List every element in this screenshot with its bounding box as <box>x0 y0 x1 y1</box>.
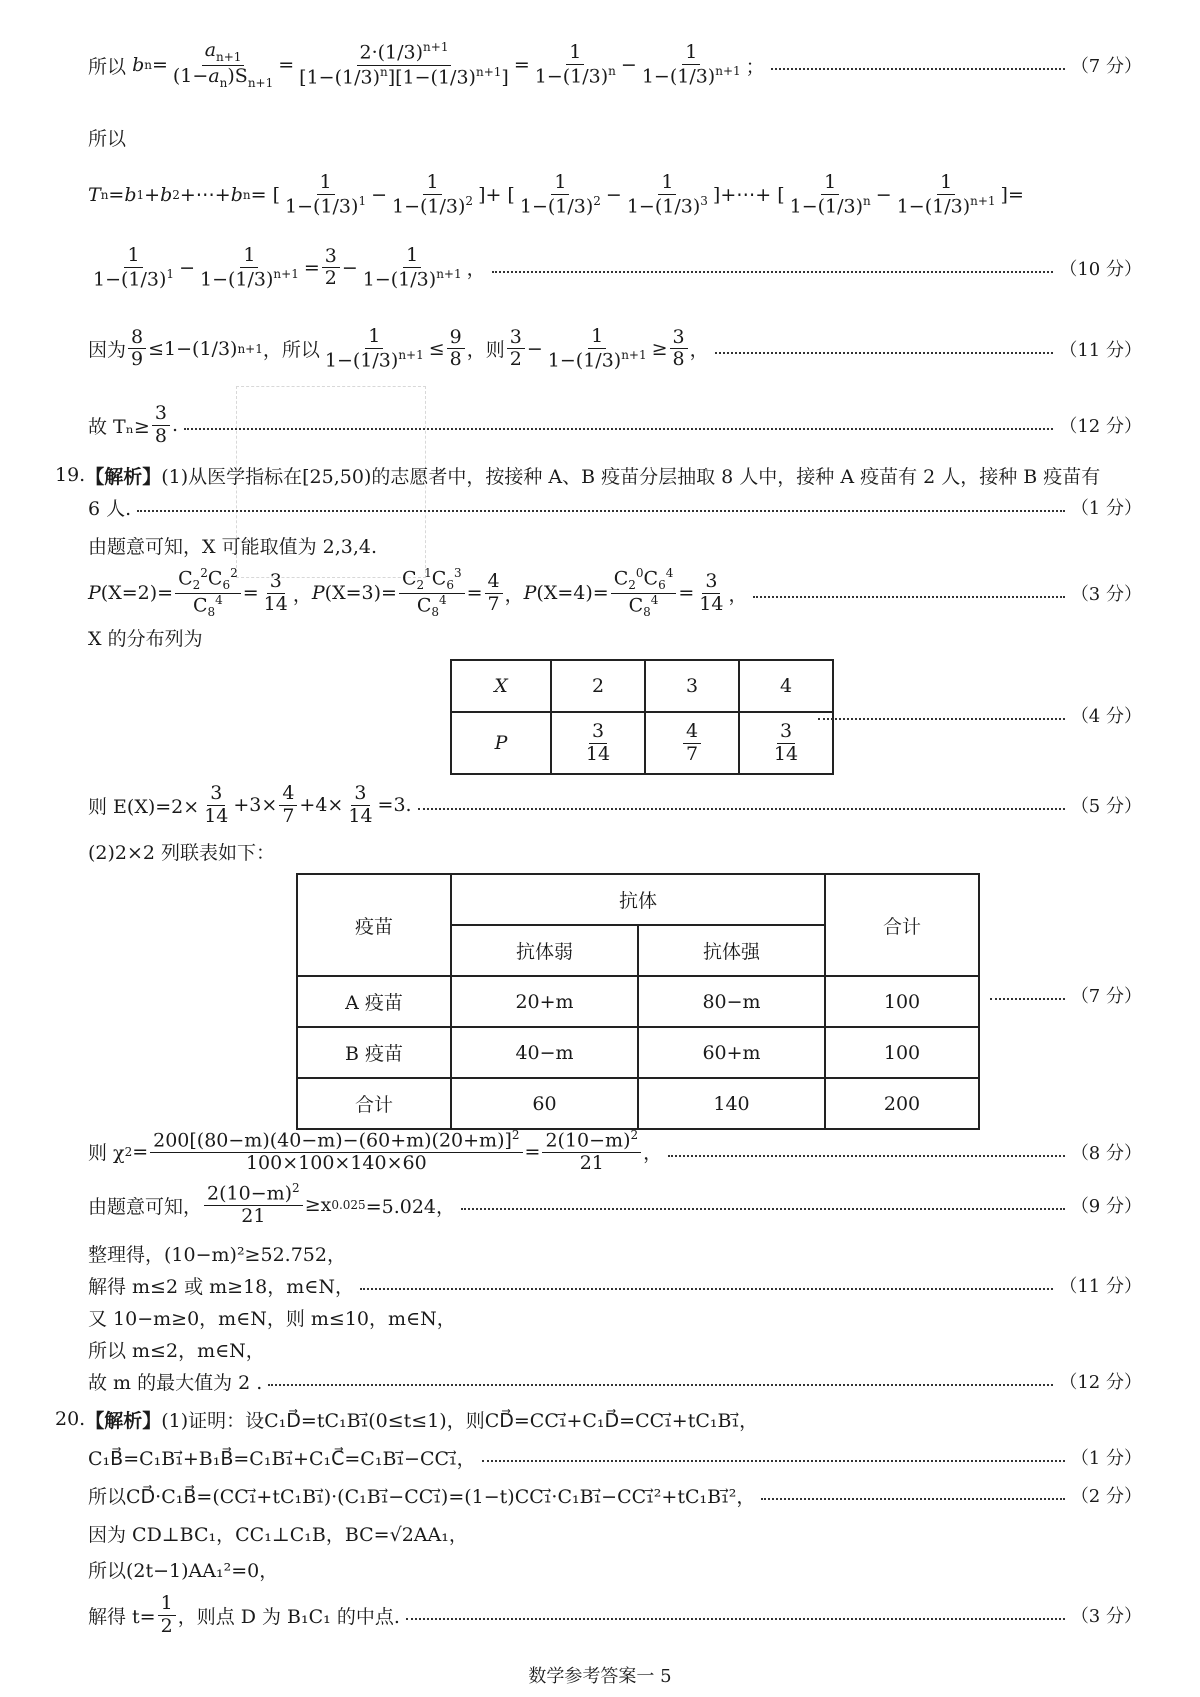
prob-num: 4 <box>683 721 701 744</box>
table-cell: P <box>451 712 551 774</box>
table-cell: 抗体强 <box>638 925 825 976</box>
line-tn-sum: T n = b 1 + b 2 +⋯+ b n = [ $\frac{1}{1-(1/3)^1}$ − $\frac{1}{1-(1/3)^2}$ ]+ [ $\frac{1}{1-(1/3)^2}$ − $\frac{1}{1-(1/3)^3}$ ]+⋯+ [ $\frac{1}{1-(1/3)^n}$ − $\frac{1}{1-(1/3)^{n+1}}$ ]= <box>88 170 1024 218</box>
q19-part2 <box>88 836 1142 866</box>
dot-leader <box>137 510 1065 512</box>
q19-line3 <box>88 530 1142 560</box>
text-jiede: 解得 m≤2 或 m≥18，m∈N， <box>88 1275 354 1298</box>
prob-den: 14 <box>585 742 611 765</box>
text-geq: ≥x <box>304 1194 332 1216</box>
q20-line3 <box>88 1480 1142 1510</box>
q19-text2: 6 人. <box>88 497 132 520</box>
dot-leader <box>418 808 1065 810</box>
dot-leader <box>753 596 1064 598</box>
text-yinwei: 因为 <box>88 339 127 362</box>
q19-score7-line <box>984 980 1142 1010</box>
text-chi: 则 χ <box>88 1142 125 1165</box>
table-cell: 2 <box>551 660 645 712</box>
score-12b: （12 分） <box>1059 1372 1142 1393</box>
q20-line1 <box>55 1404 1142 1434</box>
q19-number: 19. <box>55 464 86 486</box>
contingency-table <box>296 873 980 1130</box>
dot-leader <box>406 1618 1065 1620</box>
table-cell: 疫苗 <box>297 874 451 976</box>
dot-leader <box>818 718 1065 720</box>
dot-leader <box>761 1498 1064 1500</box>
text-suoyi-2: 所以 <box>88 127 127 150</box>
table-cell: 100 <box>825 976 979 1027</box>
q19-line13 <box>88 1334 1142 1364</box>
text-gu: 故 Tₙ≥ <box>88 415 150 438</box>
text-part2: (2)2×2 列联表如下： <box>88 841 276 864</box>
page-footer: 数学参考答案一 5 <box>528 1666 672 1687</box>
score-1b: （1 分） <box>1070 1448 1142 1469</box>
text-suoyi-3: ，所以 <box>262 339 320 362</box>
q19-chi: 则 χ 2 = $\frac{200[(80-m)(40-m)-(60+m)(20+m)]^2}{100\times 100\times 140\times 60}$ = $\frac{2(10-m)^2}{21}$ ， （8 分） <box>88 1127 1142 1175</box>
table-row <box>297 1027 979 1078</box>
score-7: （7 分） <box>1070 56 1142 77</box>
table-cell: 4 <box>739 660 833 712</box>
text-midpoint: ，则点 D 为 B₁C₁ 的中点. <box>177 1605 400 1628</box>
q19-line1 <box>55 460 1142 490</box>
text-suoyi: 所以 <box>88 55 127 78</box>
table-cell: 抗体 <box>451 874 825 925</box>
table-cell: 40−m <box>451 1027 638 1078</box>
q19-dist-label <box>88 622 1142 652</box>
q19-values: 由题意可知，X 可能取值为 2,3,4. <box>88 535 377 558</box>
table-cell: 合计 <box>297 1078 451 1129</box>
dot-leader <box>771 68 1065 70</box>
q20-text1: (1)证明：设C₁D⃗=tC₁B₁⃗(0≤t≤1)，则CD⃗=CC₁⃗+C₁D⃗=CC₁⃗+tC₁B₁⃗， <box>161 1409 759 1432</box>
q19-line10 <box>88 1238 1142 1268</box>
table-cell: X <box>451 660 551 712</box>
score-10: （10 分） <box>1059 259 1142 280</box>
dot-leader <box>482 1460 1065 1462</box>
text-suoyi-m: 所以 m≤2，m∈N， <box>88 1339 265 1362</box>
dot-leader <box>990 998 1065 1000</box>
q19-line14 <box>88 1366 1142 1396</box>
text-ze: ，则 <box>466 339 505 362</box>
q20-line4 <box>88 1518 1142 1548</box>
text-val: =5.024， <box>365 1195 456 1218</box>
dot-leader <box>715 352 1054 354</box>
score-9: （9 分） <box>1070 1196 1142 1217</box>
q19-line11 <box>88 1270 1142 1300</box>
dot-leader <box>668 1155 1065 1157</box>
score-11: （11 分） <box>1059 340 1142 361</box>
q20-text4: 因为 CD⊥BC₁，CC₁⊥C₁B，BC=√2AA₁， <box>88 1523 468 1546</box>
prob-num: 3 <box>777 721 795 744</box>
q20-line5 <box>88 1554 1142 1584</box>
text-youtiyi: 由题意可知， <box>88 1195 203 1218</box>
line-because: 因为 $\frac{8}{9}$ ≤1−(1/3) n+1 ，所以 $\frac{1}{1-(1/3)^{n+1}}$ ≤ $\frac{9}{8}$ ，则 $\frac{3}{2}$ − $\frac{1}{1-(1/3)^{n+1}}$ ≥ $\frac{3}{8}$ ， （11 分） <box>88 324 1142 372</box>
text-max: 故 m 的最大值为 2 . <box>88 1371 263 1394</box>
q19-probabilities: P (X=2)= $\frac{C_2^2C_6^2}{C_8^4}$ = $\frac{3}{14}$ ， P (X=3)= $\frac{C_2^1C_6^3}{C_8^4}$ = $\frac{4}{7}$ ， P (X=4)= $\frac{C_2^0C_6^4}{C_8^4}$ = $\frac{3}{14}$ ， （3 分） <box>88 565 1142 619</box>
table-cell: 140 <box>638 1078 825 1129</box>
q19-line2 <box>88 492 1142 522</box>
score-4: （4 分） <box>1070 706 1142 727</box>
dot-leader <box>184 428 1053 430</box>
q20-text3: 所以CD⃗·C₁B⃗=(CC₁⃗+tC₁B₁⃗)·(C₁B₁⃗−CC₁⃗)=(1−t)CC₁⃗·C₁B₁⃗−CC₁⃗²+tC₁B₁⃗²， <box>88 1485 756 1508</box>
table-cell: A 疫苗 <box>297 976 451 1027</box>
text-you: 又 10−m≥0，m∈N，则 m≤10，m∈N， <box>88 1307 456 1330</box>
q19-text: (1)从医学指标在[25,50)的志愿者中，按接种 A、B 疫苗分层抽取 8 人中，接种 A 疫苗有 2 人，接种 B 疫苗有 <box>161 465 1101 488</box>
q19-expectation: 则 E(X)=2× $\frac{3}{14}$ +3× $\frac{4}{7}$ +4× $\frac{3}{14}$ =3. （5 分） <box>88 781 1142 827</box>
score-1: （1 分） <box>1070 498 1142 519</box>
q20-number: 20. <box>55 1408 86 1430</box>
q20-text5: 所以(2t−1)AA₁²=0， <box>88 1559 279 1582</box>
table-row <box>451 660 833 712</box>
score-5: （5 分） <box>1070 796 1142 817</box>
q19-line9: 由题意可知， $\frac{2(10-m)^2}{21}$ ≥x 0.025 =5.024， （9 分） <box>88 1181 1142 1228</box>
score-12: （12 分） <box>1059 416 1142 437</box>
line-bn-formula: 所以 b n = $\frac{a_{n+1}}{(1-a_n)S_{n+1}}$ = $\frac{2\cdot(1/3)^{n+1}}{[1-(1/3)^n][1-(1/3)^{n+1}]}$ = $\frac{1}{1-(1/3)^n}$ − $\frac{1}{1-(1/3)^{n+1}}$ ； （7 分） <box>88 38 1142 90</box>
dot-leader <box>360 1288 1053 1290</box>
q20-line6: 解得 t= $\frac{1}{2}$ ，则点 D 为 B₁C₁ 的中点. （3 分） <box>88 1591 1142 1637</box>
dot-leader <box>461 1208 1065 1210</box>
prob-den: 14 <box>773 742 799 765</box>
prob-num: 3 <box>589 721 607 744</box>
text-ex: 则 E(X)=2× <box>88 795 200 818</box>
q20-line2 <box>88 1442 1142 1472</box>
table-cell: 合计 <box>825 874 979 976</box>
score-7b: （7 分） <box>1070 986 1142 1007</box>
score-8: （8 分） <box>1070 1143 1142 1164</box>
prob-den: 7 <box>685 742 699 765</box>
table-row <box>297 976 979 1027</box>
table-cell: 60+m <box>638 1027 825 1078</box>
q20-text2: C₁B⃗=C₁B₁⃗+B₁B⃗=C₁B₁⃗+C₁C⃗=C₁B₁⃗−CC₁⃗， <box>88 1447 476 1470</box>
table-cell: B 疫苗 <box>297 1027 451 1078</box>
dot-leader <box>268 1384 1053 1386</box>
text-tn: T <box>88 183 101 206</box>
text-zhengli: 整理得，(10−m)²≥52.752， <box>88 1243 346 1266</box>
dist-label: X 的分布列为 <box>88 627 203 650</box>
table-cell: 3 <box>645 660 739 712</box>
score-11b: （11 分） <box>1059 1276 1142 1297</box>
table-row <box>451 712 833 774</box>
distribution-table <box>450 659 834 775</box>
q19-score4-line <box>812 700 1142 730</box>
q19-tag: 【解析】 <box>85 465 162 488</box>
q20-tag: 【解析】 <box>85 1409 162 1432</box>
table-cell: 100 <box>825 1027 979 1078</box>
table-cell <box>645 712 739 774</box>
score-3: （3 分） <box>1070 584 1142 605</box>
score-3b: （3 分） <box>1070 1606 1142 1627</box>
table-row <box>297 874 979 925</box>
q19-line12 <box>88 1302 1142 1332</box>
table-cell <box>551 712 645 774</box>
score-2: （2 分） <box>1070 1486 1142 1507</box>
dot-leader <box>492 271 1054 273</box>
table-cell: 200 <box>825 1078 979 1129</box>
table-row <box>297 1078 979 1129</box>
line-conclusion: 故 Tₙ≥ $\frac{3}{8}$ . （12 分） <box>88 401 1142 447</box>
table-cell: 20+m <box>451 976 638 1027</box>
line-suoyi <box>88 122 1142 152</box>
table-cell: 抗体弱 <box>451 925 638 976</box>
text-jiede-t: 解得 t= <box>88 1605 156 1628</box>
table-cell: 60 <box>451 1078 638 1129</box>
table-cell: 80−m <box>638 976 825 1027</box>
line-tn-result: $\frac{1}{1-(1/3)^1}$ − $\frac{1}{1-(1/3)^{n+1}}$ = $\frac{3}{2}$ − $\frac{1}{1-(1/3)^{n+1}}$ ， （10 分） <box>93 243 1142 291</box>
